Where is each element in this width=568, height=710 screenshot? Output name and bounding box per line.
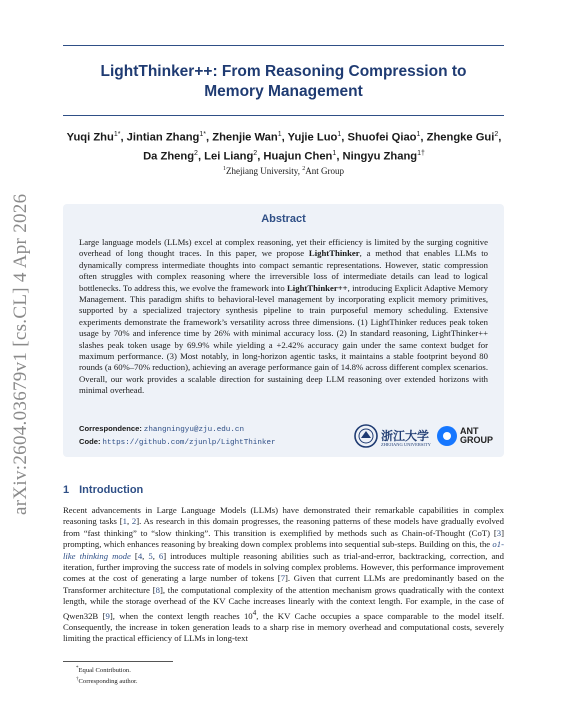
ant-group-logo-text <box>460 427 493 445</box>
intro-text: , <box>142 550 149 561</box>
footnote-rule <box>63 661 173 662</box>
intro-text: ] introduces multiple reasoning abilities such as trial-and-error, backtracking, correction, and iteration, further improving the success rate of models in solving complex problems. However, this performance improvement comes at the cost of generating a large number of tokens [ <box>63 550 504 584</box>
footnote-text: Equal Contribution. <box>78 667 131 675</box>
ant-logo-line: ANT <box>460 426 479 436</box>
intro-text: ], when the context length reaches 10 <box>109 610 253 621</box>
introduction-paragraph <box>63 505 504 645</box>
author-mark: 1 <box>332 149 337 157</box>
author-line-2: Da Zheng$^2$, Lei Liang$^2$, Huajun Chen$^1$, Ningyu Zhang$^{1\dagger}$ <box>143 149 425 163</box>
intro-text: Recent advancements in Large Language Models (LLMs) have demonstrated their remarkable capabilities in complex reasoning tasks [ <box>63 505 504 527</box>
author-mark: 1 <box>337 131 342 138</box>
title-rule-bottom <box>63 115 504 116</box>
author-line-1: Yuqi Zhu$^{1*}$, Jintian Zhang$^{1*}$, Zhenjie Wan$^1$, Yujie Luo$^1$, Shuofei Qiao$^1$, Zhengke Gui$^2$, <box>66 131 502 144</box>
affiliation-zju: Zhejiang University <box>226 166 298 176</box>
paper-title <box>63 62 504 102</box>
zju-emblem-icon <box>354 424 378 448</box>
intro-text: ]. Given that current LLMs are predominantly based on the Transformer architecture [ <box>63 573 504 595</box>
citation-link[interactable]: 7 <box>280 573 286 584</box>
author-mark: 1* <box>199 131 207 138</box>
author-name: Yujie Luo <box>287 131 338 144</box>
abstract-bold: LightThinker++ <box>287 282 348 293</box>
author-name: Zhenjie Wan <box>212 131 278 144</box>
affiliation-mark: 2 <box>302 166 306 172</box>
title-rule-top <box>63 45 504 46</box>
footnote-mark: † <box>76 677 79 683</box>
intro-text: , <box>152 550 159 561</box>
footnote-corresponding-author <box>76 675 137 686</box>
intro-text: [ <box>130 550 138 561</box>
author-mark: 1 <box>277 131 282 138</box>
abstract-box <box>63 204 504 457</box>
citation-link[interactable]: 5 <box>148 550 153 561</box>
author-name: Huajun Chen <box>263 150 333 163</box>
citation-link[interactable]: 8 <box>155 584 160 595</box>
section-heading <box>63 484 143 496</box>
intro-emphasis: o1-like thinking mode <box>63 539 504 561</box>
citation-link[interactable]: 3 <box>496 527 502 538</box>
citation-link[interactable]: 1 <box>122 516 127 527</box>
author-mark: 2 <box>494 131 499 138</box>
author-mark: 1 <box>416 131 421 138</box>
zju-logo-subtext: ZHEJIANG UNIVERSITY <box>381 442 431 447</box>
abstract-span: Large language models (LLMs) excel at complex reasoning, yet their efficiency is limited by the surging cognitive overhead of long thought traces. In this paper, we propose <box>79 237 488 259</box>
author-name: Da Zheng <box>143 150 195 163</box>
correspondence-email-link[interactable]: zhangningyu@zju.edu.cn <box>143 426 245 434</box>
section-number: 1 <box>63 484 70 496</box>
author-name: Jintian Zhang <box>126 131 200 144</box>
footnote-text: Corresponding author. <box>78 678 138 686</box>
intro-text: , the KV Cache occupies a space comparable to the model itself. Consequently, the increase in token generation leads to a sharp rise in memory overhead and computational costs, severely limiting the practical efficiency of LLMs in long-text <box>63 610 504 644</box>
intro-text: , <box>126 516 132 527</box>
citation-link[interactable]: 4 <box>137 550 143 561</box>
affiliations: $^1$Zhejiang University, $^2$Ant Group <box>223 166 344 176</box>
ant-logo-line: GROUP <box>460 435 494 445</box>
citation-link[interactable]: 9 <box>105 610 110 621</box>
author-list <box>55 127 513 164</box>
intro-text: ], the computational complexity of the attention mechanism grows quadratically with the context length, while the storage overhead of the KV Cache increases linearly with the context length. For example, in the case of Qwen32B [ <box>63 584 504 621</box>
code-line <box>79 436 276 449</box>
author-mark: 1* <box>113 131 121 138</box>
footnotes <box>76 664 137 686</box>
zju-logo-text: 浙江大学 <box>381 429 430 443</box>
title-line-1: LightThinker++: From Reasoning Compression to <box>100 63 467 80</box>
title-line-2: Memory Management <box>204 83 363 100</box>
abstract-text <box>79 237 488 397</box>
footnote-mark: * <box>76 666 79 671</box>
correspondence-label: Correspondence: <box>79 424 142 433</box>
abstract-heading: Abstract <box>261 213 306 225</box>
citation-link[interactable]: 2 <box>131 516 137 527</box>
author-name: Zhengke Gui <box>426 131 495 144</box>
code-label: Code: <box>79 437 101 446</box>
arxiv-identifier: arXiv:2604.03679v1 [cs.CL] 4 Apr 2026 <box>10 193 31 515</box>
author-name: Lei Liang <box>204 150 254 163</box>
citation-link[interactable]: 6 <box>158 550 164 561</box>
author-name: Ningyu Zhang <box>342 150 418 163</box>
author-mark: 1† <box>417 149 425 157</box>
intro-text: ]. As research in this domain progresses, the reasoning patterns of these models have gradually evolved from “fast thinking” to “slow thinking”. This transition is exemplified by methods such as Chain-of-Thought (CoT) [ <box>63 516 504 538</box>
abstract-span: , a method that enables LLMs to dynamically compress intermediate thoughts into compact semantic representations. However, static compression often struggles with complex reasoning where the irreversible loss of intermediate details can lead to logical bottlenecks. To address this, we evolve the framework into <box>79 248 488 293</box>
author-mark: 2 <box>194 149 198 157</box>
author-name: Yuqi Zhu <box>66 131 114 144</box>
abstract-bold: LightThinker <box>308 248 360 259</box>
code-url-link[interactable]: https://github.com/zjunlp/LightThinker <box>102 439 276 447</box>
paper-meta <box>79 423 276 449</box>
intro-text: ] prompting, which enhances reasoning by breaking down complex problems into sequential sub-steps. Building on this, the <box>63 527 504 550</box>
correspondence-line <box>79 423 276 436</box>
section-title: Introduction <box>79 484 144 496</box>
footnote-equal-contribution <box>76 664 137 675</box>
affiliation-mark: 1 <box>223 166 227 172</box>
affiliation-ant: Ant Group <box>305 166 344 176</box>
author-mark: 2 <box>253 149 258 157</box>
ant-group-icon <box>436 425 458 447</box>
author-name: Shuofei Qiao <box>347 131 417 144</box>
intro-superscript: 4 <box>252 608 257 617</box>
abstract-span: , introducing Explicit Adaptive Memory Management. This paradigm shifts to behavioral-level management by incorporating explicit memory primitives, supported by a specialized trajectory synthesis pipeline to train purposeful memory scheduling. Extensive experiments demonstrate the framework’s versatility across three dimensions. (1) LightThinker reduces peak token usage by 70% and inference time by 26% with minimal accuracy loss. (2) In standard reasoning, LightThinker++ slashes peak token usage by 69.9% while yielding a +2.42% accuracy gain under the same context budget for maximum performance. (3) Most notably, in long-horizon agentic tasks, it maintains a stable footprint beyond 80 rounds (a 60%–70% reduction), achieving an average performance gain of 14.8% across different complex scenarios. Overall, our work provides a scalable direction for sustaining deep LLM reasoning over extended horizons with minimal overhead. <box>79 282 488 396</box>
